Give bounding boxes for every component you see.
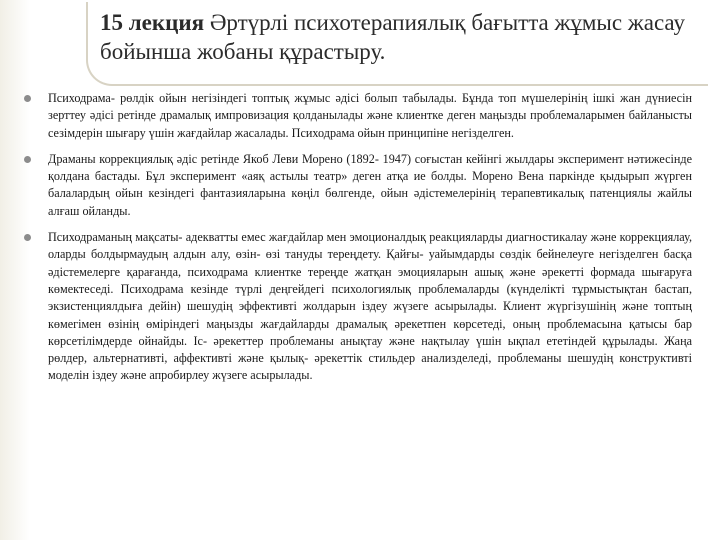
bullet-item: [20, 151, 692, 220]
bullet-text: Психодраманың мақсаты- адекватты емес жағдайлар мен эмоционалдық реакцияларды диагностикалау және коррекциялау, оларды болдырмаудың алдын алу, өзін- өзі тануды тереңдету. Қайғы- уайымдарды сөздік бейнелеуге негізделген басқа әдістемелерге қарағанда, психодрама клиентке тереңде жатқан эмоцияларын ашық және әрекетті формада шығаруға көмектеседі. Психодрама кезінде түрлі деңгейдегі психологиялық проблемаларды (күнделікті тұрмыстықтан бастап, экзистенциялдыға дейін) шешудің эффективті жолдарын іздеу жүзеге асырылады. Клиент жүргізушінің және топтың көмегімен өзінің өміріндегі маңызды жағдайларды драмалық әрекетпен көрсетеді, оның проблемасына қатысы бар көрсетілімдерде ойнайды. Іс- әрекеттер проблеманы анықтау және нақтылау үшін ықпал ететіндей құрылады. Жаңа рөлдер, альтернативті, аффективті және қылық- әрекеттік стильдер анализделеді, проблеманы шешудің конструктивті моделін іздеу және апробирлеу жүзеге асырылады.: [48, 230, 692, 383]
bullet-item: [20, 90, 692, 142]
bullet-dot-icon: [24, 234, 31, 241]
lecture-number: 15 лекция: [100, 10, 205, 35]
bullet-dot-icon: [24, 156, 31, 163]
bullet-dot-icon: [24, 95, 31, 102]
title-text: Әртүрлі психотерапиялық бағытта жұмыс жасау бойынша жобаны құрастыру.: [100, 10, 685, 64]
bullet-item: [20, 229, 692, 385]
bullet-text: Драманы коррекциялық әдіс ретінде Якоб Леви Морено (1892- 1947) соғыстан кейінгі жылдары эксперимент нәтижесінде қолдана бастады. Бұл эксперимент «аяқ астылы театр» деген атқа ие болды. Морено Вена паркінде қыдырып жүрген балалардың ойын кезіндегі фантазияларына көңіл бөлгенде, ойын әдістемелерінің терапевтикалық патенциялы жайлы алғаш ойланды.: [48, 151, 692, 218]
slide-title: [100, 8, 700, 66]
bullet-text: Психодрама- рөлдік ойын негізіндегі топтық жұмыс әдісі болып табылады. Бұнда топ мүшелерінің ішкі жан дүниесін зерттеу әдісі ретінде драмалық импровизация қолданылады және клиентке деген маңызды проблемаларымен байланысты сезімдерін шығару үшін жағдайлар жасалады. Психодрама ойын принципіне негізделген.: [48, 91, 692, 140]
bullet-list: [20, 90, 692, 394]
